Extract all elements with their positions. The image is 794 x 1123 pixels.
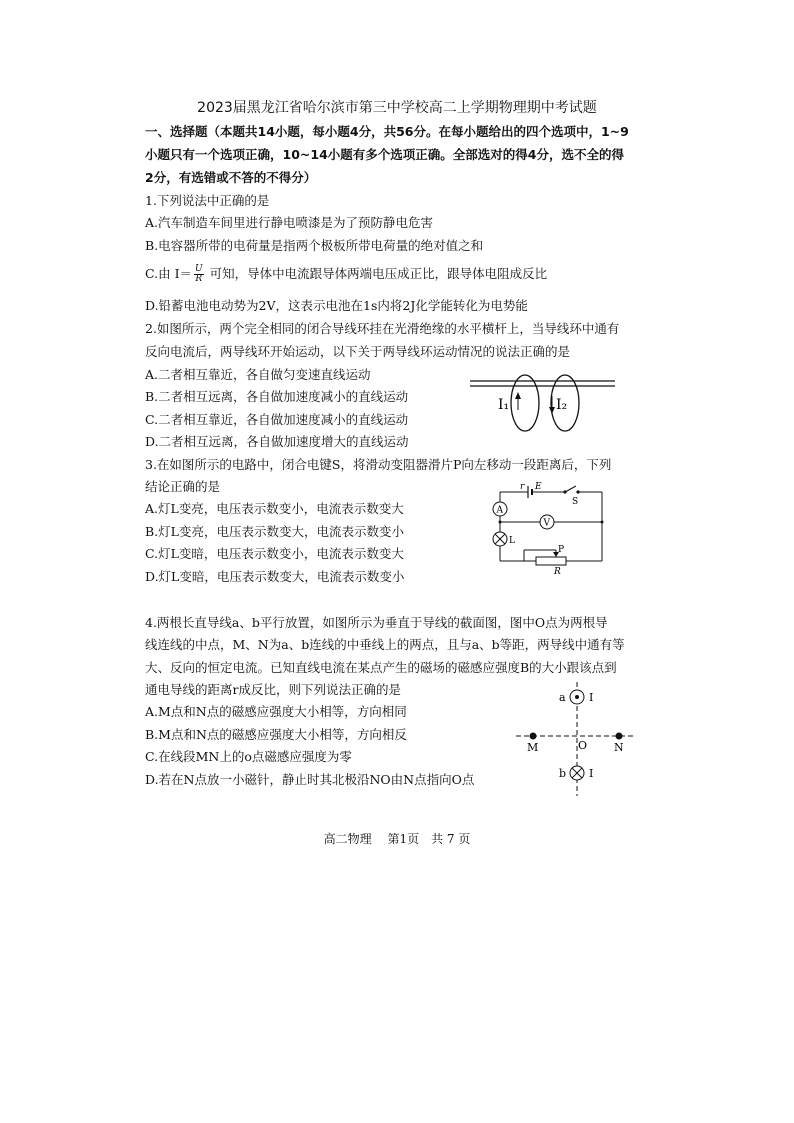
q4-fig-label-a: a [559, 691, 566, 704]
q3-fig-label-rheostat: R [554, 567, 561, 577]
q4-fig-label-i-bottom: I [589, 767, 594, 780]
q4-figure-wires-cross-section [512, 680, 642, 800]
q1-option-b: B.电容器所带的电荷量是指两个极板所带电荷量的绝对值之和 [145, 238, 484, 253]
q1-option-a: A.汽车制造车间里进行静电喷漆是为了预防静电危害 [145, 215, 434, 230]
q3-option-d: D.灯L变暗，电压表示数变大，电流表示数变小 [145, 569, 405, 584]
q4-stem-line2: 线连线的中点，M、N为a、b连线的中垂线上的两点，且与a、b等距，两导线中通有等 [145, 637, 625, 652]
q3-figure-circuit [484, 480, 608, 576]
fraction-numerator: U [195, 264, 203, 274]
q4-fig-label-n: N [614, 741, 624, 754]
q3-fig-label-lamp: L [509, 536, 515, 546]
page-footer: 高二物理 第1页 共 7 页 [323, 832, 471, 846]
q3-fig-label-s: S [572, 497, 579, 507]
q4-fig-label-b: b [559, 767, 567, 780]
q4-option-a: A.M点和N点的磁感应强度大小相等，方向相同 [145, 704, 407, 719]
q4-fig-label-o: O [578, 739, 588, 752]
q4-fig-label-i-top: I [589, 691, 594, 704]
q4-stem-line4: 通电导线的距离r成反比，则下列说法正确的是 [145, 682, 401, 697]
fraction-u-over-r [194, 265, 204, 284]
q4-option-b: B.M点和N点的磁感应强度大小相等，方向相反 [145, 727, 407, 742]
q3-fig-label-voltmeter: V [543, 518, 550, 529]
q2-fig-label-i1: I₁ [498, 397, 510, 413]
section-instructions-line3: 2分，有选错或不答的不得分） [145, 170, 317, 185]
q3-fig-label-ammeter: A [496, 505, 503, 516]
q1-option-c-prefix: C.由 I＝ [145, 266, 193, 281]
q3-fig-label-p: P [558, 545, 565, 555]
section-instructions-line2: 小题只有一个选项正确，10~14小题有多个选项正确。全部选对的得4分，选不全的得 [145, 147, 624, 162]
q3-stem-line2: 结论正确的是 [145, 479, 221, 494]
q1-option-c [145, 265, 547, 284]
fraction-denominator: R [195, 274, 203, 284]
q4-fig-label-m: M [527, 741, 539, 754]
q3-fig-label-r: r [520, 482, 525, 492]
q2-option-c: C.二者相互靠近，各自做加速度减小的直线运动 [145, 412, 409, 427]
q2-figure-rings-on-rod [470, 372, 620, 434]
q3-stem-line1: 3.在如图所示的电路中，闭合电键S，将滑动变阻器滑片P向左移动一段距离后，下列 [145, 457, 612, 472]
q2-stem-line2: 反向电流后，两导线环开始运动，以下关于两导线环运动情况的说法正确的是 [145, 344, 571, 359]
q1-option-c-suffix: 可知，导体中电流跟导体两端电压成正比，跟导体电阻成反比 [205, 266, 548, 281]
q2-stem-line1: 2.如图所示，两个完全相同的闭合导线环挂在光滑绝缘的水平横杆上，当导线环中通有 [145, 321, 620, 336]
q3-option-b: B.灯L变亮，电压表示数变大，电流表示数变小 [145, 524, 404, 539]
q4-option-d: D.若在N点放一小磁针，静止时其北极沿NO由N点指向O点 [145, 772, 475, 787]
q2-option-d: D.二者相互远离，各自做加速度增大的直线运动 [145, 434, 409, 449]
q2-option-b: B.二者相互远离，各自做加速度减小的直线运动 [145, 389, 409, 404]
q4-stem-line1: 4.两根长直导线a、b平行放置，如图所示为垂直于导线的截面图，图中O点为两根导 [145, 615, 608, 630]
q3-fig-label-e: E [535, 482, 542, 492]
q4-option-c: C.在线段MN上的o点磁感应强度为零 [145, 749, 352, 764]
q1-stem: 1.下列说法中正确的是 [145, 193, 270, 208]
q2-option-a: A.二者相互靠近，各自做匀变速直线运动 [145, 367, 371, 382]
q3-option-c: C.灯L变暗，电压表示数变小，电流表示数变大 [145, 546, 404, 561]
section-instructions-line1: 一、选择题（本题共14小题，每小题4分，共56分。在每小题给出的四个选项中，1~9 [145, 124, 629, 139]
page-title: 2023届黑龙江省哈尔滨市第三中学校高二上学期物理期中考试题 [197, 100, 597, 116]
q3-option-a: A.灯L变亮，电压表示数变小，电流表示数变大 [145, 501, 404, 516]
q1-option-d: D.铅蓄电池电动势为2V，这表示电池在1s内将2J化学能转化为电势能 [145, 298, 528, 313]
q4-stem-line3: 大、反向的恒定电流。已知直线电流在某点产生的磁场的磁感应强度B的大小跟该点到 [145, 660, 617, 675]
q2-fig-label-i2: I₂ [556, 397, 568, 413]
